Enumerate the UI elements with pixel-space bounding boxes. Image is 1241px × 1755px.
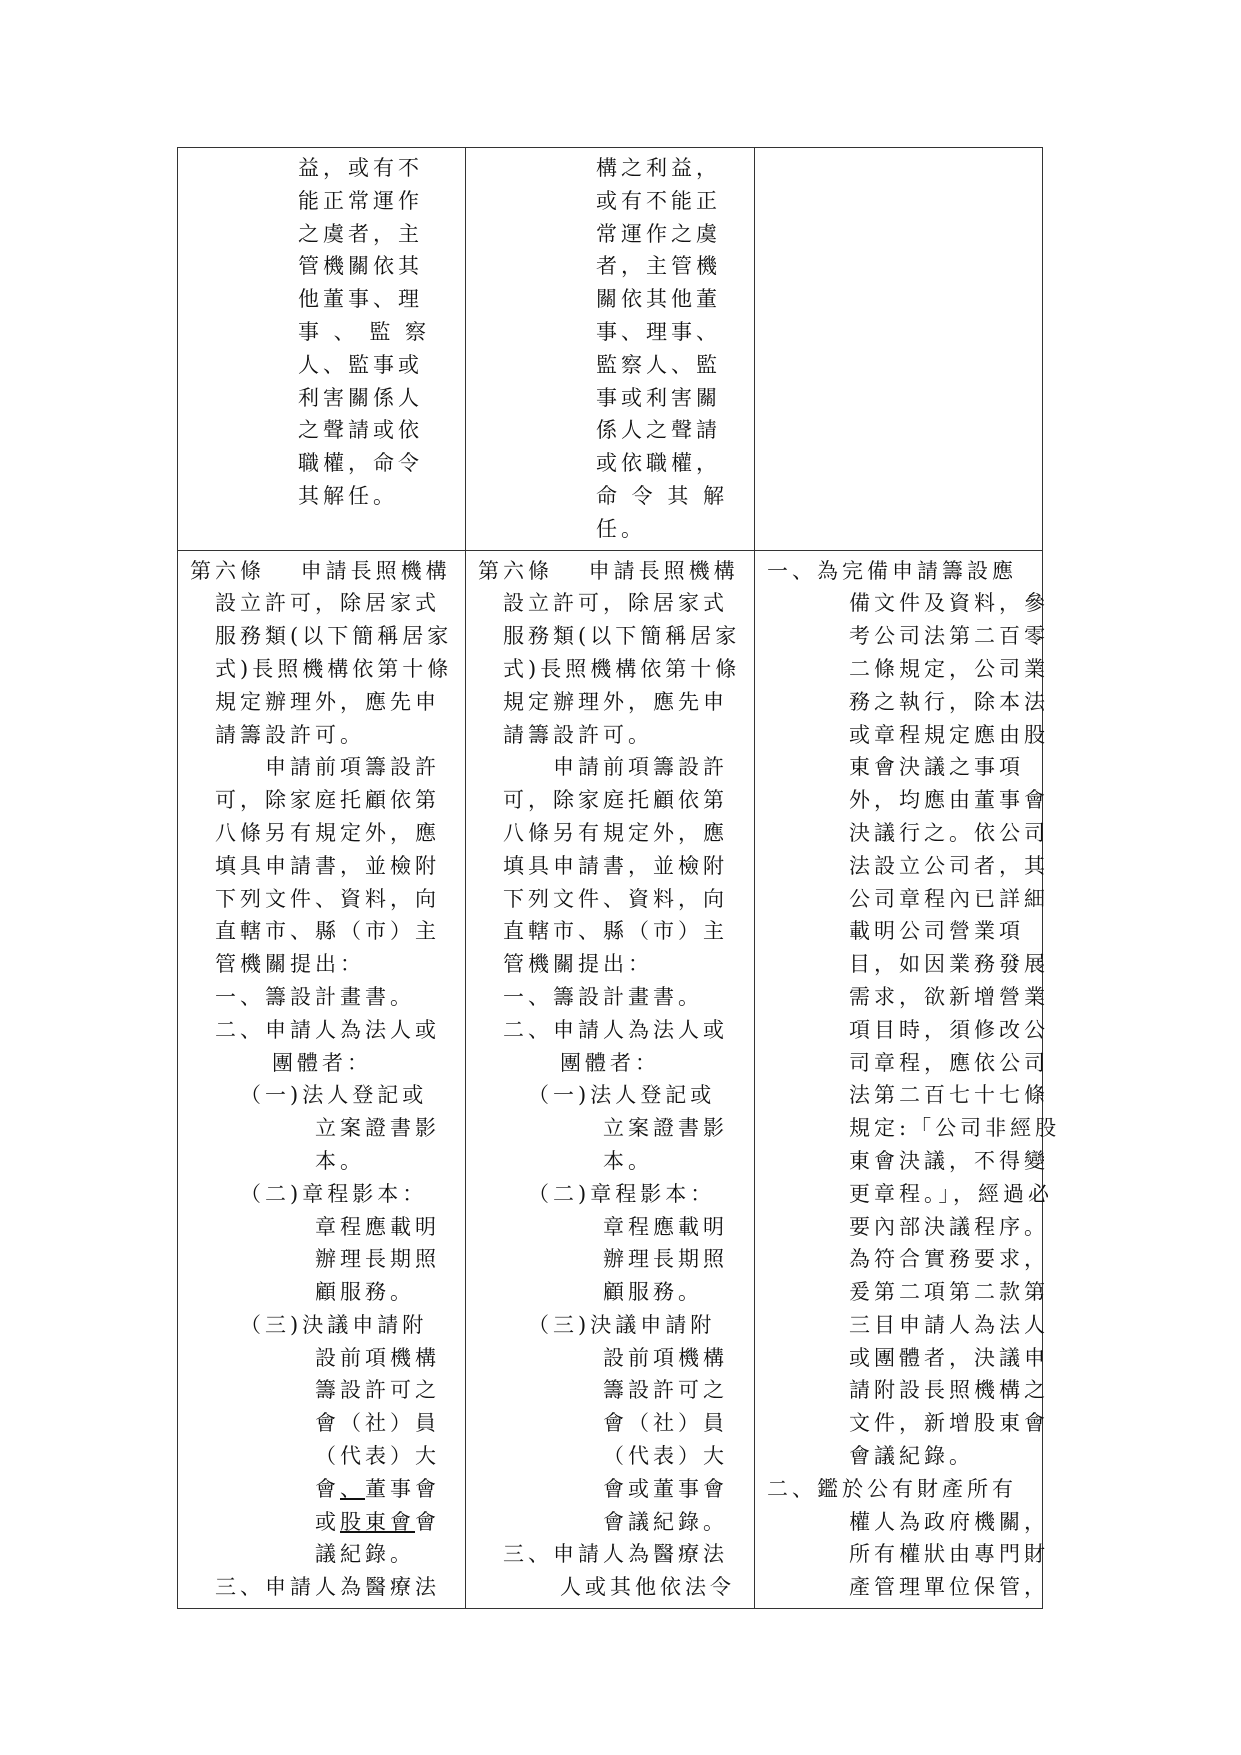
- explanation-cell: [755, 550, 1061, 1609]
- text-line: 決議行之。依公司: [849, 820, 1049, 845]
- text-line: 團體者：: [272, 1050, 372, 1075]
- text-line: 公司章程內已詳細: [849, 886, 1049, 911]
- text-line: 請附設長照機構之: [849, 1378, 1049, 1403]
- article-heading: 第六條 申請長照機構: [190, 558, 451, 583]
- text-line: 管機關提出：: [215, 952, 365, 977]
- text-line: 係人之聲請: [596, 418, 721, 443]
- sub-item: （三)決議申請附: [528, 1312, 716, 1337]
- text-line: 人或其他依法令: [560, 1575, 735, 1600]
- text-line: 需求，欲新增營業: [849, 984, 1049, 1009]
- text-line: 式)長照機構依第十條: [503, 656, 741, 681]
- text-line: 申請前項籌設許: [553, 755, 728, 780]
- text-line: 命 令 其 解: [596, 483, 729, 508]
- text-line: 監察人、監: [596, 352, 721, 377]
- text-line: 權人為政府機關，: [849, 1509, 1049, 1534]
- text-line: 設立許可，除居家式: [503, 591, 728, 616]
- article-heading: 第六條 申請長照機構: [478, 558, 739, 583]
- text-line: 目，如因業務發展: [849, 952, 1049, 977]
- text-line: 事、理事、: [596, 319, 721, 344]
- list-item: 二、鑑於公有財產所有: [767, 1476, 1017, 1501]
- text-run: 或: [315, 1509, 340, 1534]
- text-line: 者，主管機: [596, 254, 721, 279]
- list-item: 三、申請人為醫療法: [503, 1542, 728, 1567]
- text-line: 或有不能正: [596, 188, 721, 213]
- text-line: 關依其他董: [596, 287, 721, 312]
- text-line: 益，或有不: [298, 156, 423, 180]
- text-line: 管機關提出：: [503, 952, 653, 977]
- text-run: 會: [315, 1476, 340, 1501]
- text-line: 議紀錄。: [315, 1542, 415, 1567]
- text-line: 立案證書影: [603, 1116, 728, 1141]
- text-run: 會: [415, 1509, 440, 1534]
- text-line: 二條規定，公司業: [849, 656, 1049, 681]
- text-line: 考公司法第二百零: [849, 624, 1049, 649]
- text-line: 為符合實務要求，: [849, 1247, 1049, 1272]
- text-line: 填具申請書，並檢附: [503, 853, 728, 878]
- text-line: 會（社）員: [315, 1411, 440, 1436]
- current-text-cell: [466, 148, 755, 551]
- list-item: 二、申請人為法人或: [503, 1017, 728, 1042]
- table-row-continued: [178, 148, 1043, 551]
- text-line: 管機關依其: [298, 254, 423, 279]
- list-item: 二、申請人為法人或: [215, 1017, 440, 1042]
- text-line: 填具申請書，並檢附: [215, 853, 440, 878]
- text-line: 所有權狀由專門財: [849, 1542, 1049, 1567]
- text-line: 文件，新增股東會: [849, 1411, 1049, 1436]
- explanation-cell: [755, 148, 1043, 551]
- text-line: 規定辦理外，應先申: [503, 689, 728, 714]
- text-line: 會議紀錄。: [849, 1444, 974, 1469]
- sub-item: （二)章程影本：: [240, 1181, 428, 1206]
- text-line: 本。: [315, 1148, 365, 1173]
- text-line: 三目申請人為法人: [849, 1312, 1049, 1337]
- text-line: 請籌設許可。: [215, 722, 365, 747]
- amended-text-underline: 股東會: [340, 1509, 415, 1534]
- list-item: 一、籌設計畫書。: [215, 984, 415, 1009]
- text-line: 其解任。: [298, 483, 398, 508]
- list-item: 一、籌設計畫書。: [503, 984, 703, 1009]
- text-line: 顧服務。: [315, 1280, 415, 1305]
- text-line: 請籌設許可。: [503, 722, 653, 747]
- text-line: 直轄市、縣（市）主: [503, 919, 728, 944]
- text-line: 職權，命令: [298, 451, 423, 476]
- text-line: 章程應載明: [315, 1214, 440, 1239]
- text-line: 務之執行，除本法: [849, 689, 1049, 714]
- text-line: 利害關係人: [298, 385, 423, 410]
- text-line: 外，均應由董事會: [849, 788, 1049, 813]
- sub-item: （三)決議申請附: [240, 1312, 428, 1337]
- text-line: 備文件及資料，參: [849, 591, 1049, 616]
- text-line: 設立許可，除居家式: [215, 591, 440, 616]
- text-line: 申請前項籌設許: [265, 755, 440, 780]
- text-line: 更章程。」，經過必: [849, 1181, 1053, 1206]
- text-line: 常運作之虞: [596, 221, 721, 246]
- text-line: 下列文件、資料，向: [503, 886, 728, 911]
- text-line: 之虞者，主: [298, 221, 423, 246]
- text-line: 規定辦理外，應先申: [215, 689, 440, 714]
- text-line: 或團體者，決議申: [849, 1345, 1049, 1370]
- text-line: 他董事、理: [298, 287, 423, 312]
- text-line: [190, 1473, 457, 1506]
- text-line: 服務類(以下簡稱居家: [215, 624, 453, 649]
- list-item: 三、申請人為醫療法: [215, 1575, 440, 1600]
- text-line: （代表）大: [315, 1444, 440, 1469]
- text-line: 會或董事會: [603, 1476, 728, 1501]
- list-item: 一、為完備申請籌設應: [767, 558, 1017, 583]
- text-line: 下列文件、資料，向: [215, 886, 440, 911]
- text-line: 設前項機構: [315, 1345, 440, 1370]
- table-row-article-6: [178, 550, 1043, 1609]
- text-line: 事或利害關: [596, 385, 721, 410]
- text-line: 本。: [603, 1148, 653, 1173]
- text-line: 可，除家庭托顧依第: [503, 788, 728, 813]
- text-line: 事 、 監 察: [298, 319, 431, 344]
- text-line: 立案證書影: [315, 1116, 440, 1141]
- text-line: 八條另有規定外，應: [503, 820, 728, 845]
- sub-item: （一)法人登記或: [240, 1083, 428, 1108]
- text-line: 構之利益，: [596, 156, 721, 180]
- text-line: 項目時，須修改公: [849, 1017, 1049, 1042]
- text-line: 東會決議之事項: [849, 755, 1024, 780]
- text-line: 顧服務。: [603, 1280, 703, 1305]
- text-line: 八條另有規定外，應: [215, 820, 440, 845]
- text-line: 之聲請或依: [298, 418, 423, 443]
- text-run: 董事會: [365, 1476, 440, 1501]
- text-line: 籌設許可之: [315, 1378, 440, 1403]
- text-line: 載明公司營業項: [849, 919, 1024, 944]
- text-line: 規定:「公司非經股: [849, 1116, 1061, 1141]
- text-line: 或依職權，: [596, 451, 721, 476]
- text-line: 辦理長期照: [603, 1247, 728, 1272]
- current-text-cell: [466, 550, 755, 1609]
- text-line: [190, 1506, 457, 1539]
- text-line: 要內部決議程序。: [849, 1214, 1049, 1239]
- text-line: 服務類(以下簡稱居家: [503, 624, 741, 649]
- text-line: 章程應載明: [603, 1214, 728, 1239]
- amended-text-underline: 、: [340, 1476, 365, 1501]
- text-line: 會（社）員: [603, 1411, 728, 1436]
- sub-item: （二)章程影本：: [528, 1181, 716, 1206]
- text-line: 人、監事或: [298, 352, 423, 377]
- amended-text-cell: [178, 550, 466, 1609]
- text-line: 司章程，應依公司: [849, 1050, 1049, 1075]
- text-line: 法第二百七十七條: [849, 1083, 1049, 1108]
- text-line: 東會決議，不得變: [849, 1148, 1049, 1173]
- text-line: 爰第二項第二款第: [849, 1280, 1049, 1305]
- text-line: （代表）大: [603, 1444, 728, 1469]
- text-line: 式)長照機構依第十條: [215, 656, 453, 681]
- text-line: 團體者：: [560, 1050, 660, 1075]
- text-line: 會議紀錄。: [603, 1509, 728, 1534]
- comparison-table: [177, 147, 1061, 1609]
- text-line: 或章程規定應由股: [849, 722, 1049, 747]
- text-line: 法設立公司者，其: [849, 853, 1049, 878]
- text-line: 設前項機構: [603, 1345, 728, 1370]
- sub-item: （一)法人登記或: [528, 1083, 716, 1108]
- text-line: 能正常運作: [298, 188, 423, 213]
- text-line: 產管理單位保管，: [849, 1575, 1049, 1600]
- text-line: 直轄市、縣（市）主: [215, 919, 440, 944]
- text-line: 辦理長期照: [315, 1247, 440, 1272]
- text-line: 任。: [596, 516, 646, 541]
- amended-text-cell: [178, 148, 466, 551]
- text-line: 可，除家庭托顧依第: [215, 788, 440, 813]
- text-line: 籌設許可之: [603, 1378, 728, 1403]
